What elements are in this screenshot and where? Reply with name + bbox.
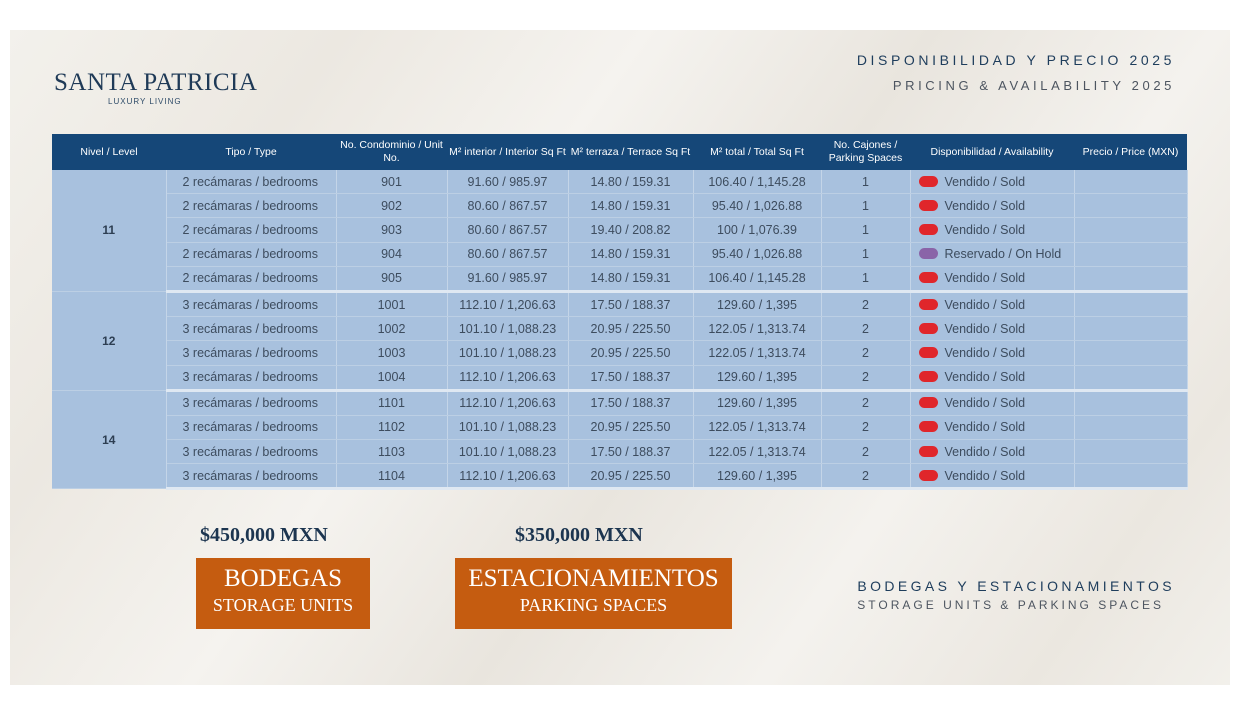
logo-wordmark: SANTA PATRICIA: [54, 69, 258, 96]
status-label: Vendido / Sold: [944, 396, 1026, 411]
level-cell: 14: [52, 390, 166, 489]
price-cell: [1074, 341, 1187, 365]
santa-patricia-logo: [54, 70, 257, 106]
unit-number-cell: 902: [336, 194, 447, 218]
price-cell: [1074, 291, 1187, 316]
unit-number-cell: 1003: [336, 341, 447, 365]
interior-area-cell: 101.10 / 1,088.23: [447, 317, 568, 341]
status-indicator-icon: [919, 397, 938, 408]
availability-cell: [910, 266, 1074, 291]
status-label: Vendido / Sold: [944, 174, 1026, 189]
terrace-area-cell: 17.50 / 188.37: [568, 365, 693, 390]
interior-area-cell: 112.10 / 1,206.63: [447, 365, 568, 390]
terrace-area-cell: 17.50 / 188.37: [568, 291, 693, 316]
total-area-cell: 122.05 / 1,313.74: [693, 341, 821, 365]
availability-cell: [910, 317, 1074, 341]
parking-price: $350,000 MXN: [515, 524, 643, 546]
status-label: Vendido / Sold: [944, 297, 1026, 312]
total-area-cell: 122.05 / 1,313.74: [693, 440, 821, 464]
table-row: [52, 266, 1187, 291]
total-area-cell: 122.05 / 1,313.74: [693, 415, 821, 439]
storage-price: $450,000 MXN: [200, 524, 328, 546]
price-cell: [1074, 390, 1187, 415]
unit-number-cell: 904: [336, 242, 447, 266]
status-indicator-icon: [919, 421, 938, 432]
availability-cell: [910, 341, 1074, 365]
parking-count-cell: 2: [821, 415, 910, 439]
unit-type-cell: 3 recámaras / bedrooms: [166, 317, 336, 341]
column-header: M² terraza / Terrace Sq Ft: [568, 134, 693, 170]
unit-type-cell: 3 recámaras / bedrooms: [166, 390, 336, 415]
total-area-cell: 129.60 / 1,395: [693, 365, 821, 390]
status-indicator-icon: [919, 323, 938, 334]
parking-count-cell: 1: [821, 194, 910, 218]
price-cell: [1074, 266, 1187, 291]
extras-caption-english: STORAGE UNITS & PARKING SPACES: [857, 598, 1164, 612]
table-row: [52, 170, 1187, 194]
column-header: Precio / Price (MXN): [1074, 134, 1187, 170]
status-label: Reservado / On Hold: [944, 247, 1062, 262]
status-label: Vendido / Sold: [944, 198, 1026, 213]
parking-spaces-box: [455, 558, 732, 629]
price-cell: [1074, 440, 1187, 464]
title-spanish: DISPONIBILIDAD Y PRECIO 2025: [856, 52, 1175, 68]
table-row: [52, 218, 1187, 242]
status-indicator-icon: [919, 176, 938, 187]
parking-count-cell: 2: [821, 317, 910, 341]
terrace-area-cell: 14.80 / 159.31: [568, 170, 693, 194]
status-label: Vendido / Sold: [944, 468, 1026, 483]
parking-count-cell: 2: [821, 291, 910, 316]
status-indicator-icon: [919, 470, 938, 481]
unit-number-cell: 1103: [336, 440, 447, 464]
status-label: Vendido / Sold: [944, 370, 1026, 385]
unit-type-cell: 2 recámaras / bedrooms: [166, 218, 336, 242]
column-header: M² interior / Interior Sq Ft: [447, 134, 568, 170]
price-cell: [1074, 194, 1187, 218]
availability-cell: [910, 242, 1074, 266]
column-header: No. Condominio / Unit No.: [336, 134, 447, 170]
total-area-cell: 106.40 / 1,145.28: [693, 170, 821, 194]
availability-cell: [910, 170, 1074, 194]
table-row: [52, 390, 1187, 415]
unit-type-cell: 3 recámaras / bedrooms: [166, 415, 336, 439]
unit-type-cell: 2 recámaras / bedrooms: [166, 194, 336, 218]
unit-number-cell: 1101: [336, 390, 447, 415]
unit-type-cell: 3 recámaras / bedrooms: [166, 440, 336, 464]
extras-caption-spanish: BODEGAS Y ESTACIONAMIENTOS: [857, 578, 1175, 594]
price-cell: [1074, 218, 1187, 242]
logo-tagline: LUXURY LIVING: [108, 97, 182, 106]
unit-number-cell: 1104: [336, 464, 447, 489]
status-indicator-icon: [919, 248, 938, 259]
status-indicator-icon: [919, 200, 938, 211]
total-area-cell: 106.40 / 1,145.28: [693, 266, 821, 291]
unit-type-cell: 3 recámaras / bedrooms: [166, 341, 336, 365]
parking-count-cell: 2: [821, 341, 910, 365]
column-header: No. Cajones / Parking Spaces: [821, 134, 910, 170]
unit-number-cell: 1002: [336, 317, 447, 341]
terrace-area-cell: 20.95 / 225.50: [568, 415, 693, 439]
status-indicator-icon: [919, 446, 938, 457]
terrace-area-cell: 20.95 / 225.50: [568, 317, 693, 341]
availability-cell: [910, 415, 1074, 439]
interior-area-cell: 112.10 / 1,206.63: [447, 464, 568, 489]
availability-cell: [910, 218, 1074, 242]
unit-type-cell: 3 recámaras / bedrooms: [166, 464, 336, 489]
total-area-cell: 122.05 / 1,313.74: [693, 317, 821, 341]
status-indicator-icon: [919, 371, 938, 382]
status-label: Vendido / Sold: [944, 345, 1026, 360]
price-cell: [1074, 317, 1187, 341]
parking-count-cell: 1: [821, 218, 910, 242]
table-row: [52, 291, 1187, 316]
price-cell: [1074, 242, 1187, 266]
interior-area-cell: 80.60 / 867.57: [447, 194, 568, 218]
availability-cell: [910, 365, 1074, 390]
unit-type-cell: 3 recámaras / bedrooms: [166, 365, 336, 390]
parking-count-cell: 2: [821, 365, 910, 390]
interior-area-cell: 112.10 / 1,206.63: [447, 291, 568, 316]
storage-title: BODEGAS: [223, 565, 343, 592]
total-area-cell: 100 / 1,076.39: [693, 218, 821, 242]
unit-number-cell: 1004: [336, 365, 447, 390]
price-cell: [1074, 365, 1187, 390]
unit-type-cell: 3 recámaras / bedrooms: [166, 291, 336, 316]
unit-number-cell: 905: [336, 266, 447, 291]
table-row: [52, 365, 1187, 390]
total-area-cell: 95.40 / 1,026.88: [693, 194, 821, 218]
availability-cell: [910, 291, 1074, 316]
table-row: [52, 440, 1187, 464]
parking-count-cell: 2: [821, 440, 910, 464]
parking-count-cell: 1: [821, 242, 910, 266]
title-english: PRICING & AVAILABILITY 2025: [892, 78, 1175, 93]
table-row: [52, 317, 1187, 341]
table-row: [52, 341, 1187, 365]
status-indicator-icon: [919, 299, 938, 310]
interior-area-cell: 80.60 / 867.57: [447, 218, 568, 242]
parking-title: ESTACIONAMIENTOS: [468, 565, 719, 592]
status-label: Vendido / Sold: [944, 271, 1026, 286]
unit-number-cell: 1001: [336, 291, 447, 316]
price-cell: [1074, 170, 1187, 194]
table-row: [52, 194, 1187, 218]
interior-area-cell: 91.60 / 985.97: [447, 170, 568, 194]
interior-area-cell: 112.10 / 1,206.63: [447, 390, 568, 415]
parking-count-cell: 1: [821, 170, 910, 194]
terrace-area-cell: 14.80 / 159.31: [568, 266, 693, 291]
interior-area-cell: 91.60 / 985.97: [447, 266, 568, 291]
status-label: Vendido / Sold: [944, 420, 1026, 435]
unit-number-cell: 903: [336, 218, 447, 242]
parking-subtitle: PARKING SPACES: [519, 595, 668, 615]
status-indicator-icon: [919, 272, 938, 283]
column-header: M² total / Total Sq Ft: [693, 134, 821, 170]
unit-type-cell: 2 recámaras / bedrooms: [166, 242, 336, 266]
terrace-area-cell: 14.80 / 159.31: [568, 194, 693, 218]
table-row: [52, 464, 1187, 489]
table-row: [52, 415, 1187, 439]
level-cell: 12: [52, 291, 166, 390]
parking-count-cell: 2: [821, 464, 910, 489]
column-header: Nivel / Level: [52, 134, 166, 170]
table-row: [52, 242, 1187, 266]
status-indicator-icon: [919, 224, 938, 235]
unit-number-cell: 1102: [336, 415, 447, 439]
parking-count-cell: 2: [821, 390, 910, 415]
unit-number-cell: 901: [336, 170, 447, 194]
terrace-area-cell: 20.95 / 225.50: [568, 464, 693, 489]
unit-type-cell: 2 recámaras / bedrooms: [166, 170, 336, 194]
status-label: Vendido / Sold: [944, 222, 1026, 237]
interior-area-cell: 80.60 / 867.57: [447, 242, 568, 266]
pricing-slide: [10, 30, 1230, 685]
terrace-area-cell: 17.50 / 188.37: [568, 390, 693, 415]
parking-count-cell: 1: [821, 266, 910, 291]
column-header: Tipo / Type: [166, 134, 336, 170]
total-area-cell: 129.60 / 1,395: [693, 464, 821, 489]
level-cell: 11: [52, 170, 166, 291]
terrace-area-cell: 14.80 / 159.31: [568, 242, 693, 266]
availability-cell: [910, 464, 1074, 489]
price-cell: [1074, 415, 1187, 439]
storage-subtitle: STORAGE UNITS: [212, 595, 354, 615]
price-cell: [1074, 464, 1187, 489]
interior-area-cell: 101.10 / 1,088.23: [447, 415, 568, 439]
terrace-area-cell: 20.95 / 225.50: [568, 341, 693, 365]
total-area-cell: 129.60 / 1,395: [693, 390, 821, 415]
interior-area-cell: 101.10 / 1,088.23: [447, 440, 568, 464]
total-area-cell: 129.60 / 1,395: [693, 291, 821, 316]
availability-cell: [910, 440, 1074, 464]
terrace-area-cell: 17.50 / 188.37: [568, 440, 693, 464]
status-label: Vendido / Sold: [944, 321, 1026, 336]
availability-cell: [910, 194, 1074, 218]
status-indicator-icon: [919, 347, 938, 358]
total-area-cell: 95.40 / 1,026.88: [693, 242, 821, 266]
table-body: [52, 170, 1187, 489]
unit-type-cell: 2 recámaras / bedrooms: [166, 266, 336, 291]
table-header-row: [52, 134, 1187, 170]
storage-units-box: [196, 558, 370, 629]
terrace-area-cell: 19.40 / 208.82: [568, 218, 693, 242]
interior-area-cell: 101.10 / 1,088.23: [447, 341, 568, 365]
column-header: Disponibilidad / Availability: [910, 134, 1074, 170]
availability-table: [52, 134, 1188, 490]
availability-cell: [910, 390, 1074, 415]
status-label: Vendido / Sold: [944, 444, 1026, 459]
